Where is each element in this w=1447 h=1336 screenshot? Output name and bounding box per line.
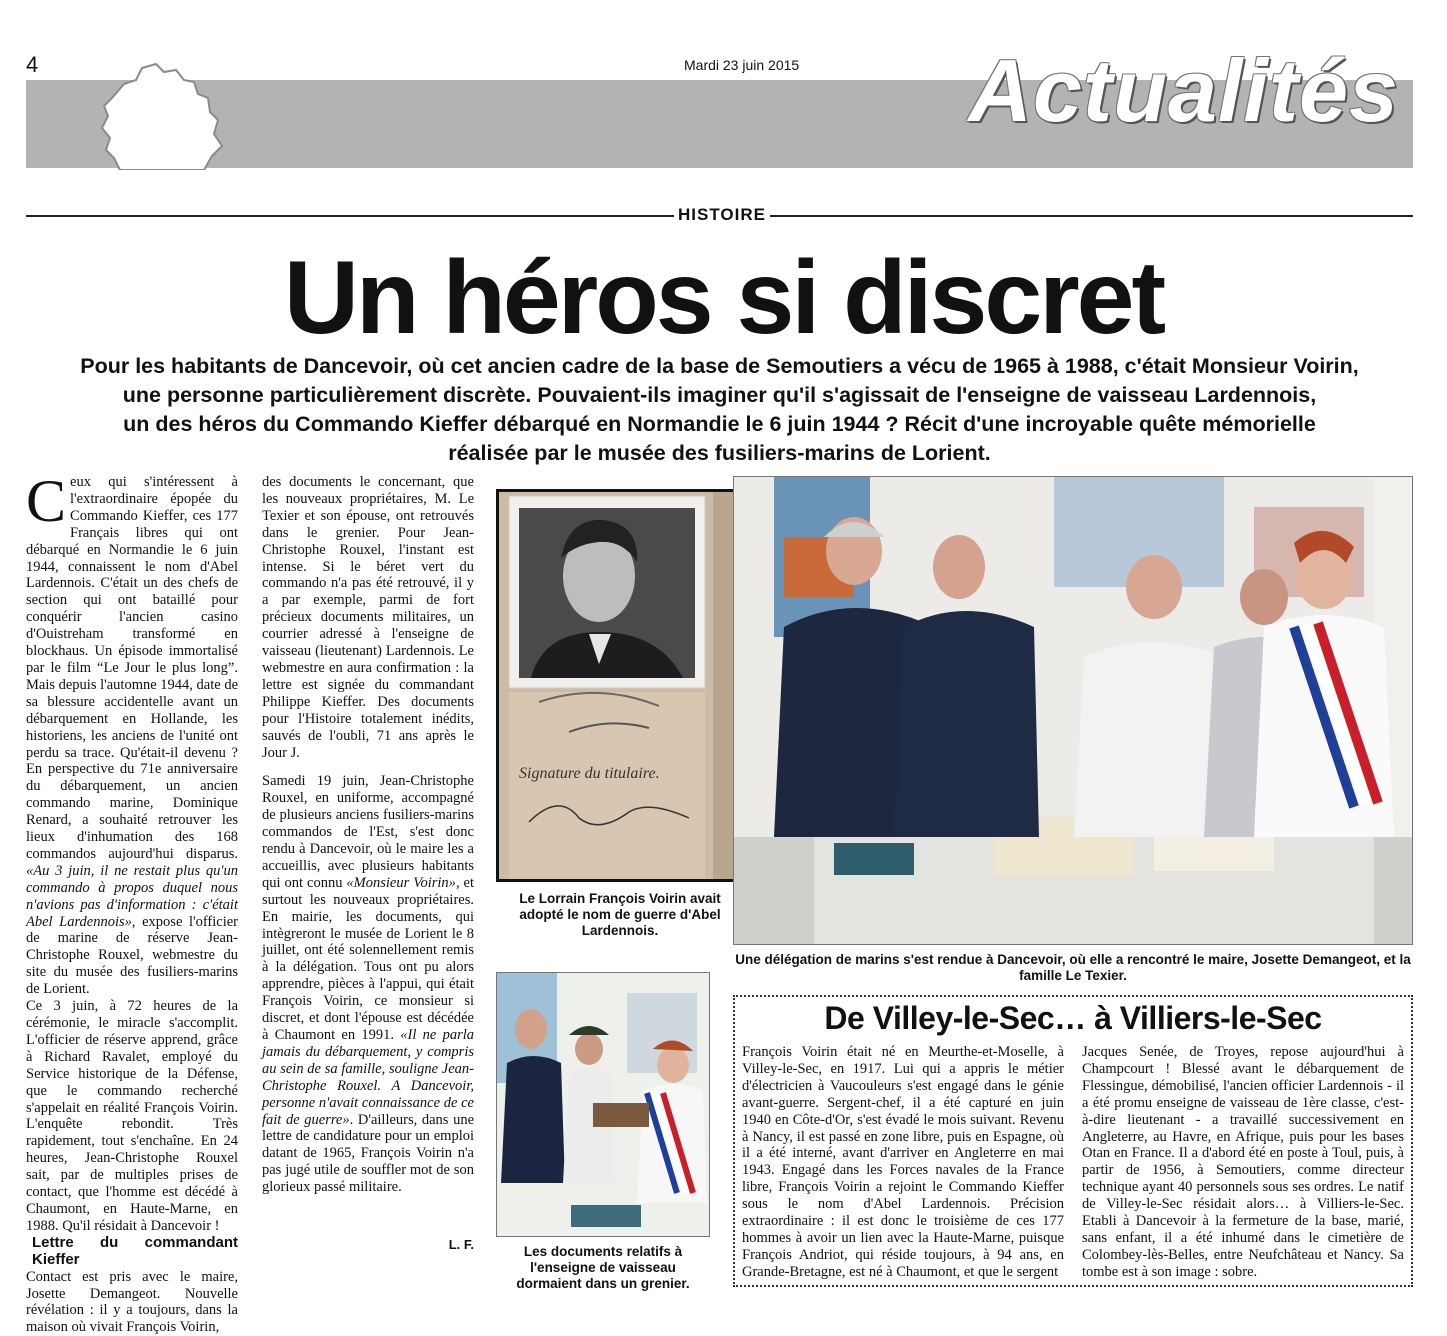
issue-date: Mardi 23 juin 2015 <box>684 57 800 73</box>
paragraph-text: Samedi 19 juin, Jean-Christophe Rouxel, en uniforme, accompagné de plusieurs anciens fusiliers-marins commandos de l'Est, s'est donc rendu à Dancevoir, où le maire les a accueillis, avec plusieurs habitants qui ont connu <box>262 773 474 891</box>
quote-text: «Au 3 juin, il ne restait plus qu'un commando à propos duquel nous n'avions pas d'information : c'était Abel Lardennois» <box>26 862 238 930</box>
portrait-caption: Le Lorrain François Voirin avait adopté le nom de guerre d'Abel Lardennois. <box>519 891 721 938</box>
quote-text: «Monsieur Voirin» <box>346 874 456 891</box>
paragraph-text: . D'ailleurs, dans une lettre de candidature pour un emploi datant de 1965, François Voirin n'a pas jugé utile de souffler mot de son glorieux passé militaire. <box>262 1111 474 1196</box>
article-paragraph <box>262 773 474 1196</box>
chapeau-line: réalisée par le musée des fusiliers-marins de Lorient. <box>448 441 991 465</box>
box-title: De Villey-le-Sec… à Villiers-le-Sec <box>824 1000 1322 1036</box>
delegation-photo <box>733 476 1413 945</box>
delegation-caption: Une délégation de marins s'est rendue à Dancevoir, où elle a rencontré le maire, Josette Demangeot, et la famille Le Texier. <box>735 952 1411 983</box>
section-title: Actualités <box>968 41 1399 140</box>
article-subhead: Lettre du commandant Kieffer <box>32 1233 238 1268</box>
article-paragraph <box>26 468 239 998</box>
rubric-rule-right <box>770 215 1413 217</box>
author-signature: L. F. <box>448 1237 474 1252</box>
rubric-label: HISTOIRE <box>678 205 766 224</box>
quote-text: «Il ne parla jamais du débarquement, y compris au sein de sa famille, souligne Jean-Christophe Rouxel. A Dancevoir, personne n'avait connaissance de ce fait de guerre» <box>262 1027 474 1128</box>
documents-photo <box>496 972 710 1237</box>
box-column-1: François Voirin était né en Meurthe-et-Moselle, à Villey-le-Sec, en 1917. Lui qui a appris le métier d'électricien à Vaucouleurs s'est engagé dans le génie avant-guerre. Sergent-chef, il a été capturé en juin 1940 en Côte-d'Or, s'est évadé le mois suivant. Revenu à Nancy, il est passé en zone libre, puis en Espagne, où il a été interné, avant d'arriver en Angleterre en mai 1943. Engagé dans les Forces navales de la France libre, François Voirin a rejoint le Commando Kieffer sous le nom d'Abel Lardennois. Précision extraordinaire : il est donc le troisième de ces 177 hommes à avoir un lien avec la Haute-Marne, puisque François Andriot, qui réside toujours, à 94 ans, en Grande-Bretagne, est né à Chaumont, et que le sergent <box>742 1044 1064 1280</box>
article-paragraph: des documents le concernant, que les nouveaux propriétaires, M. Le Texier et son épouse, ont retrouvés dans le grenier. Pour Jean-Christophe Rouxel, l'instant est intense. Si le béret vert du commando n'a pas été retrouvé, il y a par exemple, parmi de fort précieux documents militaires, un courrier adressé à l'enseigne de vaisseau (lieutenant) Lardennois. Le webmestre en aura confirmation : la lettre est signée du commandant Philippe Kieffer. Des documents pour l'Histoire totalement inédits, sauvés de l'oubli, 71 ans après le Jour J. <box>262 474 474 761</box>
chapeau-line: une personne particulièrement discrète. Pouvaient-ils imaginer qu'il s'agissait de l'enseigne de vaisseau Lardennois, <box>122 383 1317 407</box>
headline: Un héros si discret <box>283 240 1164 356</box>
article-column-1 <box>26 468 239 1336</box>
haute-marne-map-icon <box>84 58 234 170</box>
chapeau-line: Pour les habitants de Dancevoir, où cet ancien cadre de la base de Semoutiers a vécu de 1965 à 1988, c'était Monsieur Voirin, <box>80 354 1359 378</box>
portrait-photo <box>496 489 744 882</box>
article-column-2 <box>262 474 474 1196</box>
paragraph-text: eux qui s'intéressent à l'extraordinaire épopée du Commando Kieffer, ces 177 Français libres qui ont débarqué en Normandie le 6 juin 1944, connaissent le nom d'Abel Lardennois. C'était un des chefs de section qui ont bataillé pour conquérir l'ancien casino d'Ouistreham transformé en blockhaus. Un épisode immortalisé par le film “Le Jour le plus long”. Mais depuis l'automne 1944, date de sa blessure accidentelle avant un débarquement en Hollande, les historiens, les anciens de l'unité ont perdu sa trace. Qu'était-il devenu ? En perspective du 71e anniversaire du débarquement, un ancien commando marine, Dominique Renard, a souhaité retrouver les lieux d'inhumation des 168 commandos aujourd'hui disparus. <box>26 474 239 862</box>
article-paragraph: Contact est pris avec le maire, Josette Demangeot. Nouvelle révélation : il y a toujours, dans la maison où vivait François Voirin, <box>26 1268 238 1336</box>
article-paragraph: Ce 3 juin, à 72 heures de la cérémonie, le miracle s'accomplit. L'officier de réserve apprend, grâce à Richard Ravalet, employé du Service historique de la Défense, que le commando recherché s'appelait en réalité François Voirin. L'enquête rebondit. Très rapidement, tout s'enchaîne. En 24 heures, Jean-Christophe Rouxel sait, par de multiples prises de contact, que l'homme est décédé à Chaumont, en Haute-Marne, en 1988. Qu'il résidait à Dancevoir ! <box>26 998 238 1234</box>
dropcap: C <box>26 468 67 534</box>
paragraph-text: , expose l'officier de marine de réserve Jean-Christophe Rouxel, webmestre du site du musée des fusiliers-marins de Lorient. <box>26 913 238 998</box>
documents-caption: Les documents relatifs à l'enseigne de vaisseau dormaient dans un grenier. <box>516 1244 690 1291</box>
stamp-text: Signature du titulaire. <box>519 765 660 782</box>
chapeau-line: un des héros du Commando Kieffer débarqué en Normandie le 6 juin 1944 ? Récit d'une incroyable quête mémorielle <box>123 412 1316 436</box>
rubric-rule-left <box>26 215 674 217</box>
paragraph-text: , et surtout les nouveaux propriétaires. En mairie, les documents, qui intègreront le musée de Lorient le 8 juillet, ont été solennellement remis à la délégation. Tous ont pu alors apprendre, pièces à l'appui, qui était François Voirin, ce monsieur si discret, et dont l'épouse est décédée à Chaumont en 1991. <box>262 874 475 1043</box>
box-column-2: Jacques Senée, de Troyes, repose aujourd'hui à Champcourt ! Blessé avant le débarquement de Flessingue, démobilisé, l'ancien officier Lardennois - il a été promu enseigne de vaisseau de 1ère classe, c'est-à-dire lieutenant - a travaillé successivement en Angleterre, au Havre, en Afrique, puis pour les bases Otan en France. Il a d'abord été en poste à Toul, puis, à partir de 1956, à Semoutiers, comme directeur technique ayant 40 personnels sous ses ordres. Le natif de Villey-le-Sec résidait alors… à Villiers-le-Sec. Etabli à Dancevoir à la fermeture de la base, marié, sans enfant, il a été inhumé dans le cimetière de Colombey-lès-Belles, entre Neufchâteau et Nancy. Sa tombe est à son image : sobre. <box>1082 1044 1404 1280</box>
chapeau <box>26 352 1413 468</box>
page-number: 4 <box>26 52 39 77</box>
